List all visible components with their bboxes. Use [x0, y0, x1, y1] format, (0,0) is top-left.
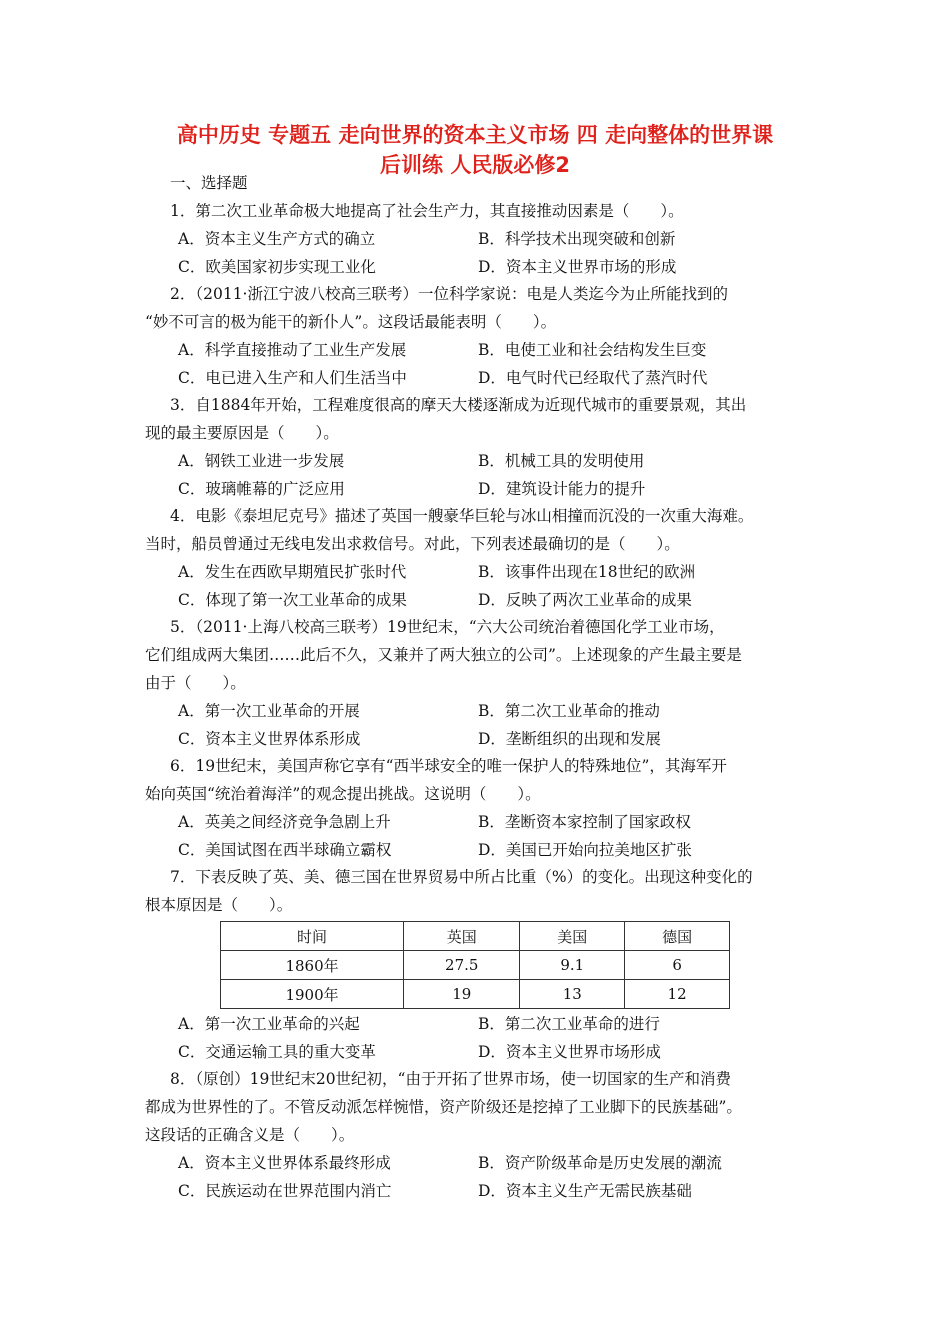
q8-stem-1: 8．（原创）19世纪末20世纪初，“由于开拓了世界市场，使一切国家的生产和消费 — [170, 1070, 731, 1088]
q7-stem-1: 7．下表反映了英、美、德三国在世界贸易中所占比重（%）的变化。出现这种变化的 — [170, 868, 753, 886]
q8-stem-2: 都成为世界性的了。不管反动派怎样惋惜，资产阶级还是挖掉了工业脚下的民族基础”。 — [145, 1098, 742, 1116]
table-header-cell: 德国 — [625, 922, 730, 951]
table-cell: 19 — [404, 980, 520, 1009]
q8-stem-3: 这段话的正确含义是（ ）。 — [145, 1126, 355, 1144]
q5-option-a: A．第一次工业革命的开展 — [178, 702, 360, 720]
table-cell: 9.1 — [520, 951, 625, 980]
q2-stem-1: 2．（2011·浙江宁波八校高三联考）一位科学家说：电是人类迄今为止所能找到的 — [170, 285, 728, 303]
q3-option-d: D．建筑设计能力的提升 — [478, 480, 646, 498]
q7-data-table — [220, 921, 730, 1009]
page-title — [140, 120, 810, 180]
table-row — [221, 980, 730, 1009]
q7-option-a: A．第一次工业革命的兴起 — [178, 1015, 360, 1033]
q6-stem-2: 始向英国“统治着海洋”的观念提出挑战。这说明（ ）。 — [145, 785, 541, 803]
q4-option-a: A．发生在西欧早期殖民扩张时代 — [178, 563, 407, 581]
q8-option-b: B．资产阶级革命是历史发展的潮流 — [478, 1154, 722, 1172]
q5-option-d: D．垄断组织的出现和发展 — [478, 730, 661, 748]
q4-option-b: B．该事件出现在18世纪的欧洲 — [478, 563, 696, 581]
q1-stem: 1．第二次工业革命极大地提高了社会生产力，其直接推动因素是（ ）。 — [170, 202, 684, 220]
q8-option-a: A．资本主义世界体系最终形成 — [178, 1154, 391, 1172]
title-line-1: 高中历史 专题五 走向世界的资本主义市场 四 走向整体的世界课 — [176, 123, 774, 147]
q8-option-c: C．民族运动在世界范围内消亡 — [178, 1182, 392, 1200]
q6-option-c: C．美国试图在西半球确立霸权 — [178, 841, 392, 859]
q1-option-a: A．资本主义生产方式的确立 — [178, 230, 376, 248]
section-heading: 一、选择题 — [170, 174, 248, 192]
q3-option-a: A．钢铁工业进一步发展 — [178, 452, 345, 470]
q4-option-d: D．反映了两次工业革命的成果 — [478, 591, 692, 609]
table-cell: 1860年 — [221, 951, 404, 980]
q2-option-c: C．电已进入生产和人们生活当中 — [178, 369, 407, 387]
q4-option-c: C．体现了第一次工业革命的成果 — [178, 591, 407, 609]
q6-option-a: A．英美之间经济竞争急剧上升 — [178, 813, 391, 831]
q7-option-d: D．资本主义世界市场形成 — [478, 1043, 661, 1061]
q5-stem-2: 它们组成两大集团……此后不久，又兼并了两大独立的公司”。上述现象的产生最主要是 — [145, 646, 742, 664]
q2-option-d: D．电气时代已经取代了蒸汽时代 — [478, 369, 708, 387]
q6-option-d: D．美国已开始向拉美地区扩张 — [478, 841, 692, 859]
q3-option-c: C．玻璃帷幕的广泛应用 — [178, 480, 345, 498]
q7-stem-2: 根本原因是（ ）。 — [145, 896, 293, 914]
q8-option-d: D．资本主义生产无需民族基础 — [478, 1182, 692, 1200]
q2-option-b: B．电使工业和社会结构发生巨变 — [478, 341, 707, 359]
table-cell: 6 — [625, 951, 730, 980]
q3-stem-1: 3．自1884年开始，工程难度很高的摩天大楼逐渐成为近现代城市的重要景观，其出 — [170, 396, 747, 414]
table-cell: 27.5 — [404, 951, 520, 980]
q3-option-b: B．机械工具的发明使用 — [478, 452, 645, 470]
q4-stem-2: 当时，船员曾通过无线电发出求救信号。对此，下列表述最确切的是（ ）。 — [145, 535, 680, 553]
q2-stem-2: “妙不可言的极为能干的新仆人”。这段话最能表明（ ）。 — [145, 313, 557, 331]
q7-option-b: B．第二次工业革命的进行 — [478, 1015, 660, 1033]
table-header-cell: 时间 — [221, 922, 404, 951]
q1-option-b: B．科学技术出现突破和创新 — [478, 230, 676, 248]
q1-option-d: D．资本主义世界市场的形成 — [478, 258, 677, 276]
q2-option-a: A．科学直接推动了工业生产发展 — [178, 341, 407, 359]
q5-option-c: C．资本主义世界体系形成 — [178, 730, 361, 748]
table-cell: 13 — [520, 980, 625, 1009]
table-header-row — [221, 922, 730, 951]
table-row — [221, 951, 730, 980]
q3-stem-2: 现的最主要原因是（ ）。 — [145, 424, 339, 442]
q1-option-c: C．欧美国家初步实现工业化 — [178, 258, 376, 276]
q6-stem-1: 6．19世纪末，美国声称它享有“西半球安全的唯一保护人的特殊地位”，其海军开 — [170, 757, 727, 775]
q5-stem-3: 由于（ ）。 — [145, 674, 246, 692]
title-line-2: 后训练 人民版必修2 — [380, 153, 570, 177]
q6-option-b: B．垄断资本家控制了国家政权 — [478, 813, 691, 831]
q4-stem-1: 4．电影《泰坦尼克号》描述了英国一艘豪华巨轮与冰山相撞而沉没的一次重大海难。 — [170, 507, 754, 525]
table-header-cell: 美国 — [520, 922, 625, 951]
table-cell: 12 — [625, 980, 730, 1009]
q5-stem-1: 5．（2011·上海八校高三联考）19世纪末，“六大公司统治着德国化学工业市场， — [170, 618, 725, 636]
q7-option-c: C．交通运输工具的重大变革 — [178, 1043, 376, 1061]
table-header-cell: 英国 — [404, 922, 520, 951]
table-cell: 1900年 — [221, 980, 404, 1009]
q5-option-b: B．第二次工业革命的推动 — [478, 702, 660, 720]
